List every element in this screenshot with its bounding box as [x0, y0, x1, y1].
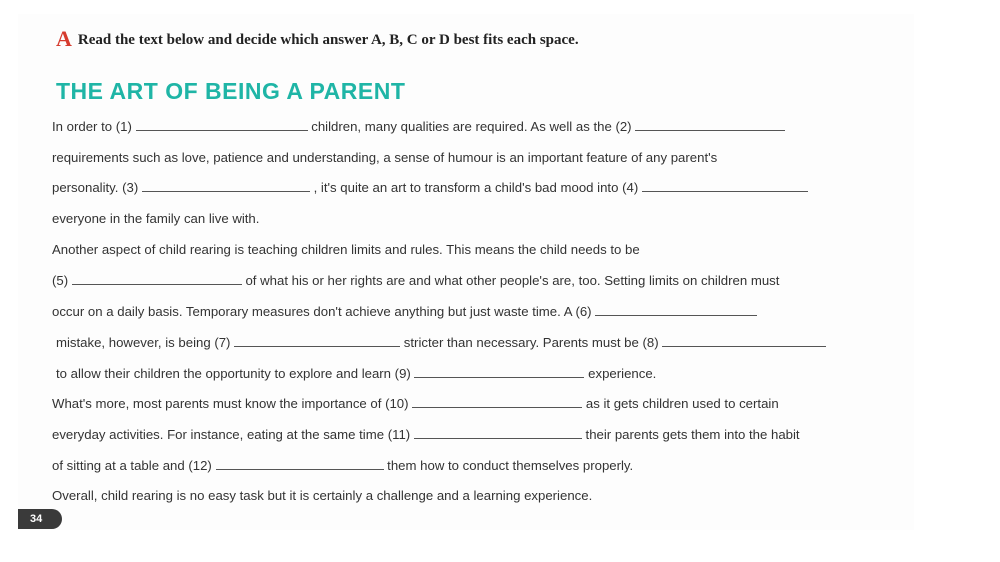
- blank-5[interactable]: [72, 272, 242, 285]
- blank-6[interactable]: [595, 303, 757, 316]
- blank-7[interactable]: [234, 334, 400, 347]
- text-line-8: [56, 334, 826, 352]
- blank-4[interactable]: [642, 179, 808, 192]
- text-segment: everyday activities. For instance, eating at the same time (11): [52, 427, 411, 442]
- blank-10[interactable]: [412, 395, 582, 408]
- text-segment: children, many qualities are required. As well as the (2): [311, 119, 632, 134]
- blank-1[interactable]: [136, 118, 308, 131]
- text-segment: experience.: [588, 366, 657, 381]
- text-line-10: [52, 395, 779, 413]
- text-line-12: [52, 457, 633, 475]
- blank-8[interactable]: [662, 334, 826, 347]
- blank-2[interactable]: [635, 118, 785, 131]
- text-line-5: [52, 241, 640, 259]
- text-line-6: [52, 272, 779, 290]
- text-line-11: [52, 426, 800, 444]
- text-segment: , it's quite an art to transform a child's bad mood into (4): [313, 180, 639, 195]
- text-segment: mistake, however, is being (7): [56, 335, 231, 350]
- exercise-letter: A: [56, 26, 72, 51]
- text-segment: personality. (3): [52, 180, 139, 195]
- blank-12[interactable]: [216, 457, 384, 470]
- textbook-page: [18, 14, 914, 530]
- text-segment: occur on a daily basis. Temporary measures don't achieve anything but just waste time. A (6): [52, 304, 592, 319]
- exercise-instruction: [56, 26, 579, 52]
- blank-11[interactable]: [414, 426, 582, 439]
- text-segment: stricter than necessary. Parents must be (8): [403, 335, 659, 350]
- text-segment: requirements such as love, patience and understanding, a sense of humour is an important feature of any parent's: [52, 150, 718, 165]
- text-line-9: [56, 365, 656, 383]
- text-segment: Another aspect of child rearing is teaching children limits and rules. This means the child needs to be: [52, 242, 640, 257]
- blank-3[interactable]: [142, 179, 310, 192]
- text-segment: (5): [52, 273, 69, 288]
- text-line-4: [52, 210, 259, 228]
- text-line-1: [52, 118, 785, 136]
- blank-9[interactable]: [414, 365, 584, 378]
- text-line-3: [52, 179, 808, 197]
- page-number-tab: 34: [18, 509, 62, 529]
- instruction-text: Read the text below and decide which answer A, B, C or D best fits each space.: [77, 32, 579, 48]
- text-segment: of what his or her rights are and what other people's are, too. Setting limits on children must: [245, 273, 780, 288]
- text-segment: Overall, child rearing is no easy task but it is certainly a challenge and a learning experience.: [52, 488, 593, 503]
- text-segment: as it gets children used to certain: [585, 396, 779, 411]
- text-segment: their parents gets them into the habit: [585, 427, 800, 442]
- page-title: THE ART OF BEING A PARENT: [56, 78, 406, 104]
- text-segment: to allow their children the opportunity to explore and learn (9): [56, 366, 411, 381]
- text-segment: everyone in the family can live with.: [52, 211, 260, 226]
- text-segment: In order to (1): [52, 119, 132, 134]
- text-line-13: [52, 487, 592, 505]
- text-segment: What's more, most parents must know the importance of (10): [52, 396, 409, 411]
- text-segment: them how to conduct themselves properly.: [387, 458, 634, 473]
- text-segment: of sitting at a table and (12): [52, 458, 212, 473]
- text-line-2: [52, 149, 717, 167]
- text-line-7: [52, 303, 757, 321]
